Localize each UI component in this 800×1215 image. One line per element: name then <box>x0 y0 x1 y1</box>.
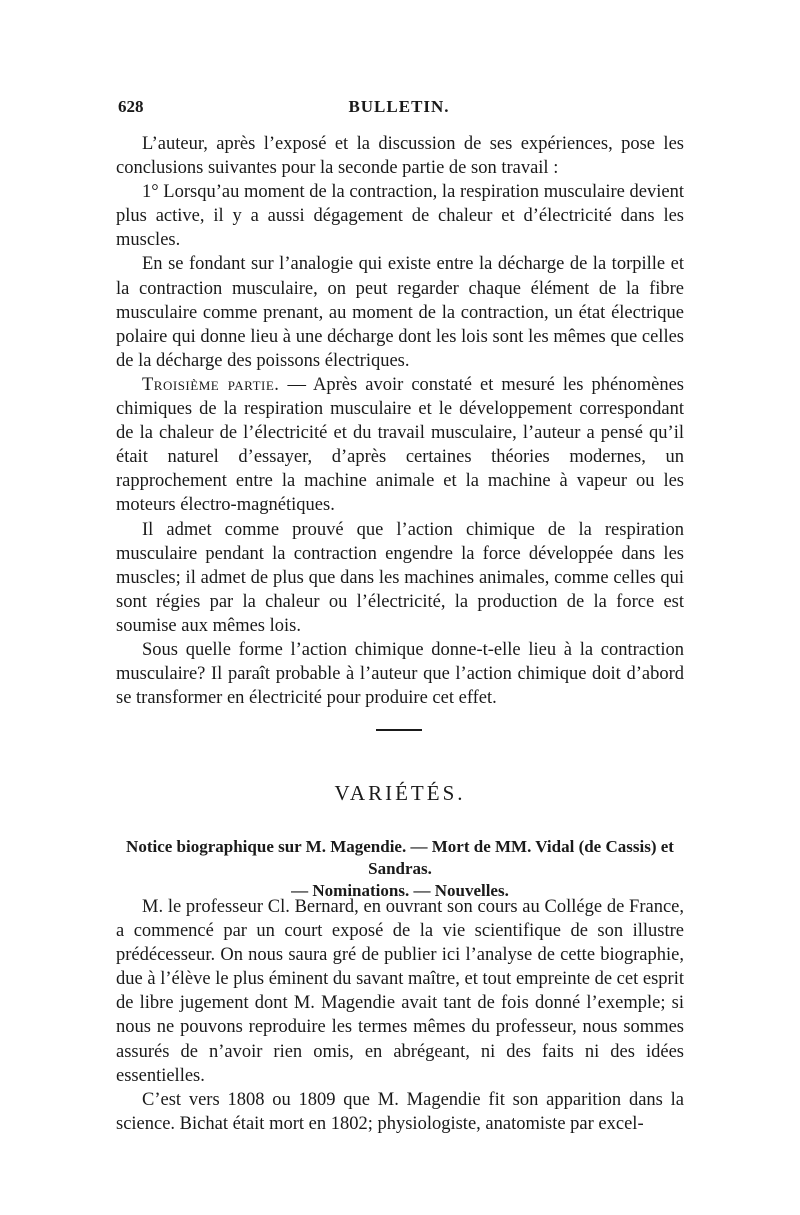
part-label: Troisième partie. <box>142 374 280 395</box>
notice-line: — Nominations. — Nouvelles. <box>291 881 509 900</box>
paragraph: C’est vers 1808 ou 1809 que M. Magendie fit son apparition dans la science. Bichat était mort en 1802; physiologiste, anatomiste par excel- <box>116 1089 684 1134</box>
bulletin-text <box>116 132 684 710</box>
paragraph: Sous quelle forme l’action chimique donne-t-elle lieu à la contraction musculaire? Il paraît probable à l’auteur que l’action chimique doit d’abord se transformer en électricité pour produire cet effet. <box>116 639 684 709</box>
paragraph: L’auteur, après l’exposé et la discussion de ses expériences, pose les conclusions suivantes pour la seconde partie de son travail : <box>116 134 684 179</box>
running-title: BULLETIN. <box>348 97 450 116</box>
section-divider <box>376 729 422 731</box>
section-title: VARIÉTÉS. <box>334 781 466 805</box>
paragraph: M. le professeur Cl. Bernard, en ouvrant son cours au Collége de France, a commencé par un court exposé de la vie scientifique de son illustre prédécesseur. On nous saura gré de publier ici l’analyse de cette biographie, due à l’élève le plus éminent du savant maître, et tout empreinte de cet esprit de libre jugement dont M. Magendie avait tant de fois donné l’exemple; si nous ne pouvons reproduire les termes mêmes du professeur, nous sommes assurés de n’avoir rien omis, en abrégeant, ni des faits ni des idées essentielles. <box>116 897 684 1086</box>
page-number: 628 <box>118 97 144 116</box>
notice-heading <box>116 836 684 902</box>
paragraph: 1° Lorsqu’au moment de la contraction, la respiration musculaire devient plus active, il y a aussi dégagement de chaleur et d’électricité dans les muscles. <box>116 182 684 251</box>
paragraph-troisieme-partie <box>116 373 684 518</box>
varietes-text <box>116 895 684 1136</box>
paragraph: Il admet comme prouvé que l’action chimique de la respiration musculaire pendant la contraction engendre la force développée dans les muscles; il admet de plus que dans les machines animales, comme celles qui sont régies par la chaleur ou l’électricité, la production de la force est soumise aux mêmes lois. <box>116 519 684 636</box>
part-text: — Après avoir constaté et mesuré les phénomènes chimiques de la respiration musculaire et le développement correspondant de la chaleur de l’électricité et du travail musculaire, l’auteur a pensé qu’il était naturel d’essayer, d’après certaines théories modernes, un rapprochement entre la machine animale et la machine à vapeur ou les moteurs électro-magnétiques. <box>116 374 684 516</box>
page-header <box>118 97 680 121</box>
notice-line: Notice biographique sur M. Magendie. — Mort de MM. Vidal (de Cassis) et Sandras. <box>126 837 674 878</box>
paragraph: En se fondant sur l’analogie qui existe entre la décharge de la torpille et la contraction musculaire, on peut regarder chaque élément de la fibre musculaire comme prenant, au moment de la contraction, un état électrique polaire qui donne lieu à une décharge dont les lois sont les mêmes que celles de la décharge des poissons électriques. <box>116 254 684 371</box>
